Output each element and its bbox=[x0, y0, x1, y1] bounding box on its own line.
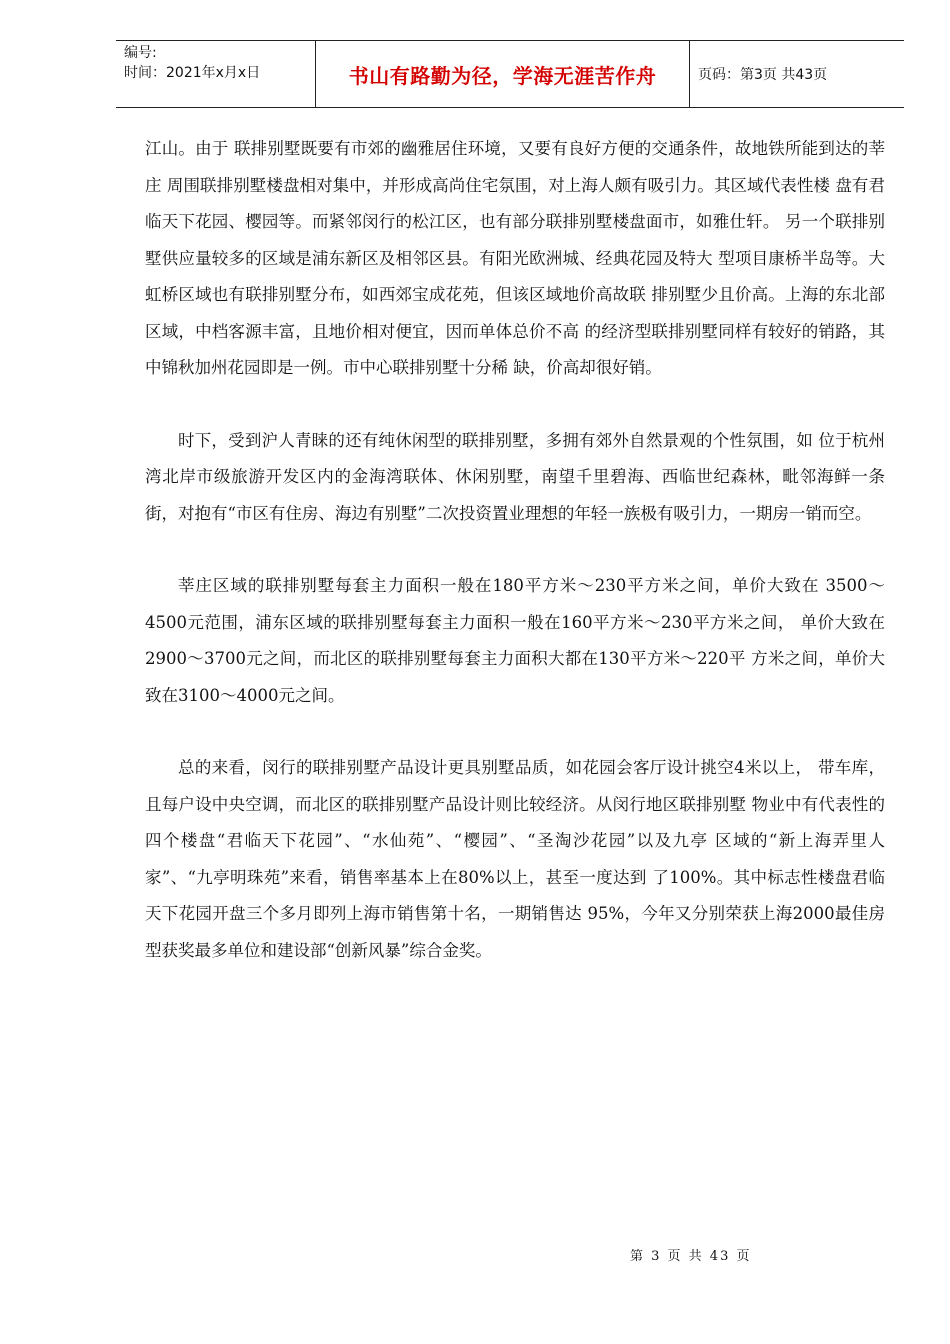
paragraph-2: 时下，受到沪人青睐的还有纯休闲型的联排别墅，多拥有郊外自然景观的个性氛围，如 位于杭州湾北岸市级旅游开发区内的金海湾联体、休闲别墅，南望千里碧海、西临世纪森林，毗邻海鲜一条街，对抱有“市区有住房、海边有别墅”二次投资置业理想的年轻一族极有吸引力，一期房一销而空。 bbox=[145, 430, 885, 523]
document-body bbox=[145, 131, 885, 969]
document-time: 时间：2021年x月x日 bbox=[124, 65, 261, 81]
page-footer: 第 3 页 共 43 页 bbox=[630, 1249, 752, 1264]
header-page-info: 页码：第3页 共43页 bbox=[698, 67, 828, 83]
paragraph-3: 莘庄区域的联排别墅每套主力面积一般在180平方米～230平方米之间，单价大致在 3500～4500元范围，浦东区域的联排别墅每套主力面积一般在160平方米～230平方米之间， 单价大致在2900～3700元之间，而北区的联排别墅每套主力面积大都在130平方米～220平 方米之间，单价大致在3100～4000元之间。 bbox=[145, 576, 885, 705]
paragraph-gap bbox=[145, 387, 885, 423]
header-meta bbox=[116, 41, 316, 107]
header-motto: 书山有路勤为径，学海无涯苦作舟 bbox=[316, 41, 690, 107]
page-header bbox=[116, 40, 904, 108]
paragraph-gap bbox=[145, 532, 885, 568]
paragraph-gap bbox=[145, 714, 885, 750]
paragraph-4: 总的来看，闵行的联排别墅产品设计更具别墅品质，如花园会客厅设计挑空4米以上， 带车库，且每户设中央空调，而北区的联排别墅产品设计则比较经济。从闵行地区联排别墅 物业中有代表性的四个楼盘“君临天下花园”、“水仙苑”、“樱园”、“圣淘沙花园”以及九亭 区域的“新上海弄里人家”、“九亭明珠苑”来看，销售率基本上在80%以上，甚至一度达到 了100%。其中标志性楼盘君临天下花园开盘三个多月即列上海市销售第十名，一期销售达 95%，今年又分别荣获上海2000最佳房型获奖最多单位和建设部“创新风暴”综合金奖。 bbox=[145, 758, 885, 960]
paragraph-1: 江山。由于 联排别墅既要有市郊的幽雅居住环境，又要有良好方便的交通条件，故地铁所能到达的莘庄 周围联排别墅楼盘相对集中，并形成高尚住宅氛围，对上海人颇有吸引力。其区域代表性楼 盘有君临天下花园、樱园等。而紧邻闵行的松江区，也有部分联排别墅楼盘面市，如雅仕轩。 另一个联排别墅供应量较多的区域是浦东新区及相邻区县。有阳光欧洲城、经典花园及特大 型项目康桥半岛等。大虹桥区域也有联排别墅分布，如西郊宝成花苑，但该区域地价高故联 排别墅少且价高。上海的东北部区域，中档客源丰富，且地价相对便宜，因而单体总价不高 的经济型联排别墅同样有较好的销路，其中锦秋加州花园即是一例。市中心联排别墅十分稀 缺，价高却很好销。 bbox=[145, 139, 885, 377]
document-number-label: 编号: bbox=[124, 45, 157, 61]
